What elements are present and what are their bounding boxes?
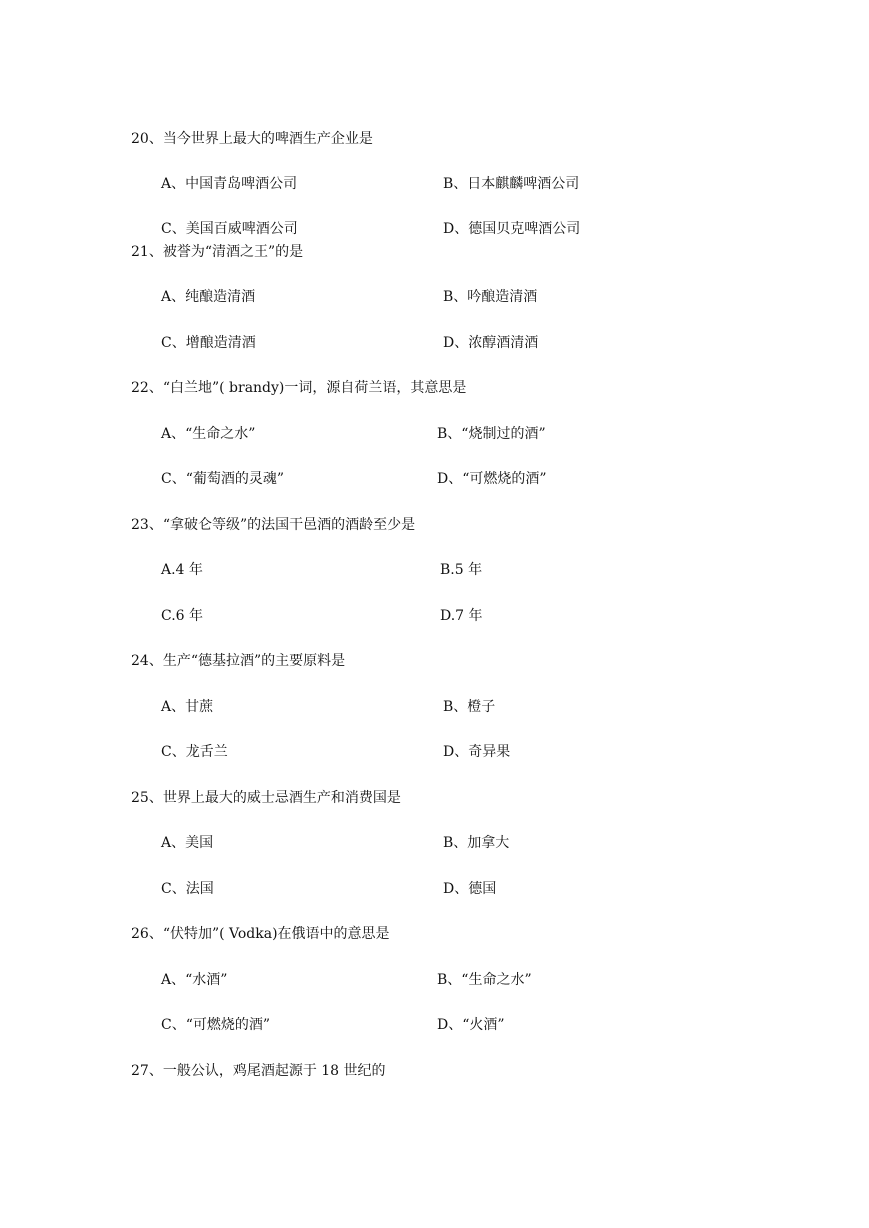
option-21-c: C、增酿造清酒 — [161, 335, 256, 351]
question-26: 26、“伏特加”( Vodka)在俄语中的意思是 — [131, 926, 390, 942]
question-23: 23、“拿破仑等级”的法国干邑酒的酒龄至少是 — [131, 517, 416, 533]
option-25-d: D、德国 — [443, 881, 497, 897]
option-22-d: D、“可燃烧的酒” — [437, 471, 547, 487]
option-20-b: B、日本麒麟啤酒公司 — [443, 176, 580, 192]
option-25-c: C、法国 — [161, 881, 214, 897]
option-26-d: D、“火酒” — [437, 1017, 505, 1033]
option-22-c: C、“葡萄酒的灵魂” — [161, 471, 285, 487]
option-24-b: B、橙子 — [443, 699, 496, 715]
question-21: 21、被誉为“清酒之王”的是 — [131, 244, 304, 260]
option-23-d: D.7 年 — [440, 608, 483, 624]
option-25-b: B、加拿大 — [443, 835, 510, 851]
option-22-a: A、“生命之水” — [161, 426, 256, 442]
option-23-a: A.4 年 — [161, 562, 203, 578]
option-23-c: C.6 年 — [161, 608, 204, 624]
option-21-d: D、浓醇酒清酒 — [443, 335, 539, 351]
option-26-a: A、“水酒” — [161, 972, 228, 988]
question-25: 25、世界上最大的威士忌酒生产和消费国是 — [131, 790, 401, 806]
option-25-a: A、美国 — [161, 835, 214, 851]
option-24-c: C、龙舌兰 — [161, 744, 228, 760]
option-20-c: C、美国百威啤酒公司 — [161, 221, 298, 237]
option-24-d: D、奇异果 — [443, 744, 511, 760]
question-22: 22、“白兰地”( brandy)一词，源自荷兰语，其意思是 — [131, 380, 467, 396]
option-20-d: D、德国贝克啤酒公司 — [443, 221, 581, 237]
question-20: 20、当今世界上最大的啤酒生产企业是 — [131, 131, 373, 147]
option-23-b: B.5 年 — [440, 562, 483, 578]
question-24: 24、生产“德基拉酒”的主要原料是 — [131, 653, 346, 669]
question-27: 27、一般公认，鸡尾酒起源于 18 世纪的 — [131, 1063, 386, 1079]
option-26-c: C、“可燃烧的酒” — [161, 1017, 271, 1033]
option-20-a: A、中国青岛啤酒公司 — [161, 176, 298, 192]
option-24-a: A、甘蔗 — [161, 699, 214, 715]
option-22-b: B、“烧制过的酒” — [437, 426, 546, 442]
option-26-b: B、“生命之水” — [437, 972, 532, 988]
option-21-a: A、纯酿造清酒 — [161, 289, 256, 305]
option-21-b: B、吟酿造清酒 — [443, 289, 538, 305]
